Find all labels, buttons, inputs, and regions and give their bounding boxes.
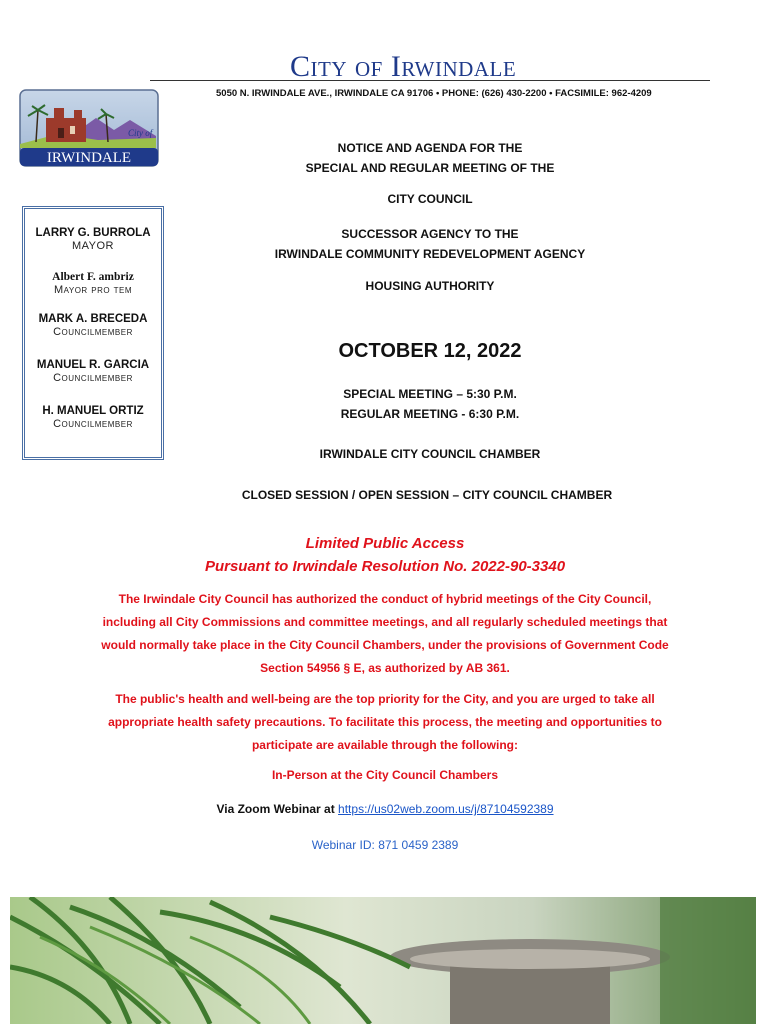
notice-line-1: NOTICE AND AGENDA FOR THE [337,141,523,155]
zoom-webinar-line [50,802,720,816]
member-councilmember-2 [25,359,161,385]
header-divider [150,80,710,81]
successor-agency-heading [180,224,680,264]
city-logo [18,88,160,168]
member-title: MAYOR [71,240,115,252]
housing-authority-heading: HOUSING AUTHORITY [365,279,495,293]
meeting-date: OCTOBER 12, 2022 [338,340,522,362]
member-title: Councilmember [53,326,133,338]
logo-city-of: City of [128,128,153,138]
city-title: City of Irwindale [290,50,517,83]
member-name: H. MANUEL ORTIZ [42,405,144,417]
member-name: MARK A. BRECEDA [38,313,148,325]
meeting-location: IRWINDALE CITY COUNCIL CHAMBER [319,447,541,461]
member-title: Councilmember [53,372,133,384]
limited-access-heading [60,532,710,578]
regular-meeting-time: REGULAR MEETING - 6:30 P.M. [340,407,520,421]
in-person-option: In-Person at the City Council Chambers [271,768,499,782]
council-members-panel [22,206,164,460]
member-name: Albert F. ambriz [52,271,134,283]
zoom-link[interactable]: https://us02web.zoom.us/j/87104592389 [338,802,554,816]
webinar-id: Webinar ID: 871 0459 2389 [311,838,459,852]
logo-irwindale-text: IRWINDALE [46,150,132,166]
member-councilmember-3 [25,405,161,431]
successor-line-2: IRWINDALE COMMUNITY REDEVELOPMENT AGENCY [274,247,586,261]
paragraph-line: The Irwindale City Council has authorized the conduct of hybrid meetings of the City Council, [118,592,652,606]
member-name: LARRY G. BURROLA [35,227,151,239]
paragraph-line: appropriate health safety precautions. To facilitate this process, the meeting and opportunities to [108,715,662,729]
paragraph-line: Section 54956 § E, as authorized by AB 361. [260,661,510,675]
meeting-times [180,384,680,424]
paragraph-line: including all City Commissions and committee meetings, and all regularly scheduled meetings that [102,615,668,629]
session-info: CLOSED SESSION / OPEN SESSION – CITY COUNCIL CHAMBER [241,488,613,502]
member-councilmember-1 [25,313,161,339]
zoom-label: Via Zoom Webinar at [216,802,335,816]
city-council-heading: CITY COUNCIL [387,192,473,206]
fountain-garden-photo [10,897,756,1024]
notice-heading [180,138,680,178]
resolution-reference: Pursuant to Irwindale Resolution No. 2022-90-3340 [204,558,566,575]
health-safety-paragraph [50,688,720,757]
limited-access-title: Limited Public Access [305,535,465,552]
hybrid-meeting-paragraph [50,588,720,680]
member-name: MANUEL R. GARCIA [36,359,150,371]
paragraph-line: participate are available through the following: [251,738,519,752]
member-title: Mayor pro tem [53,284,133,296]
successor-line-1: SUCCESSOR AGENCY TO THE [341,227,519,241]
member-mayor [25,227,161,253]
address-line: 5050 N. IRWINDALE AVE., IRWINDALE CA 91706 • PHONE: (626) 430-2200 • FACSIMILE: 962-4209 [216,88,652,99]
notice-line-2: SPECIAL AND REGULAR MEETING OF THE [305,161,555,175]
paragraph-line: The public's health and well-being are the top priority for the City, and you are urged to take all [115,692,655,706]
special-meeting-time: SPECIAL MEETING – 5:30 P.M. [343,387,517,401]
member-mayor-pro-tem [25,271,161,297]
member-title: Councilmember [53,418,133,430]
paragraph-line: would normally take place in the City Council Chambers, under the provisions of Government Code [101,638,669,652]
